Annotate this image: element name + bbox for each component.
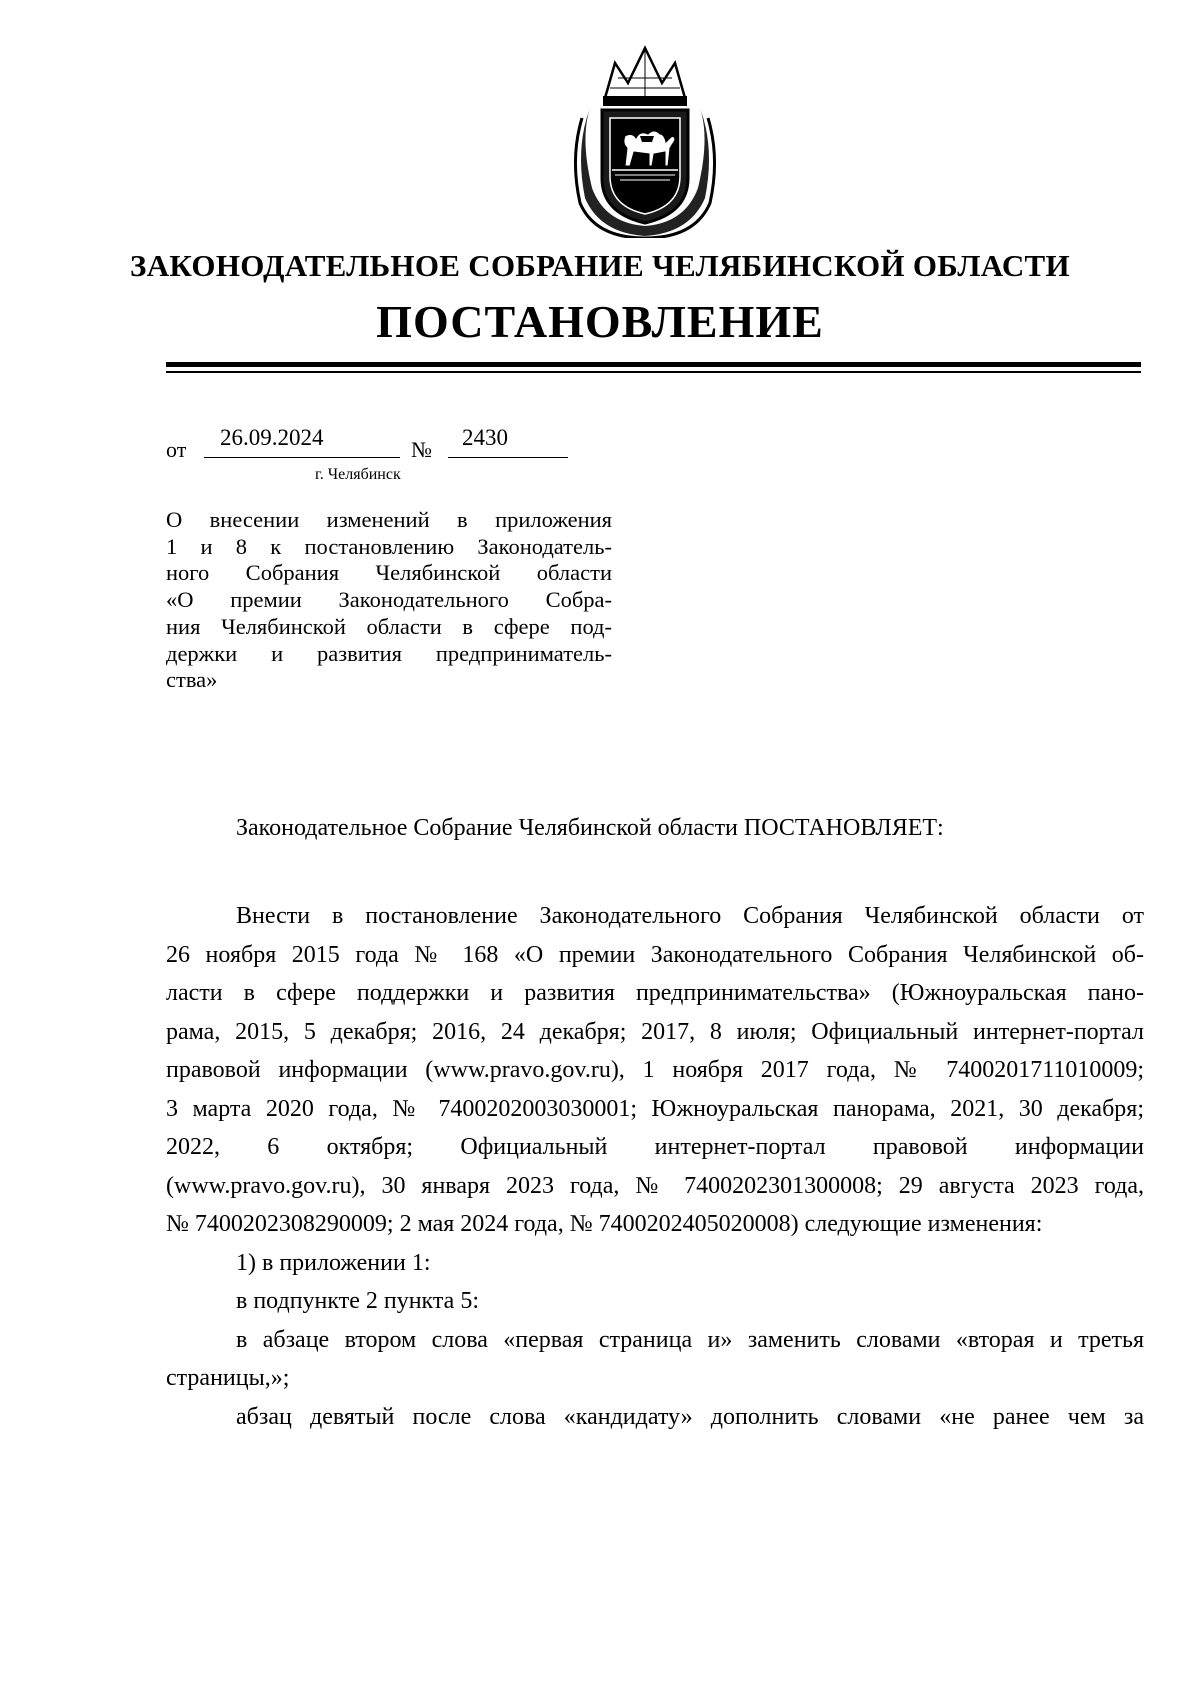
body-line: 2022, 6 октября; Официальный интернет-портал правовой информации xyxy=(166,1134,1144,1160)
subject-line: 1 и 8 к постановлению Законодатель- xyxy=(166,533,612,559)
body-line: абзац девятый после слова «кандидату» дополнить словами «не ранее чем за xyxy=(236,1403,1144,1430)
header-rule-thick xyxy=(166,362,1141,367)
header-rule-thin xyxy=(166,371,1141,373)
body-line: (www.pravo.gov.ru), 30 января 2023 года, № 7400202301300008; 29 августа 2023 года, xyxy=(166,1172,1144,1199)
body-line: ласти в сфере поддержки и развития предпринимательства» (Южноуральская пано- xyxy=(166,980,1144,1006)
document-subject xyxy=(166,507,612,694)
document-body xyxy=(166,897,1144,1436)
subitem: в подпункте 2 пункта 5: xyxy=(236,1288,479,1314)
subject-line: ния Челябинской области в сфере под- xyxy=(166,613,612,639)
body-line: 26 ноября 2015 года № 168 «О премии Законодательного Собрания Челябинской об- xyxy=(166,941,1144,968)
number-label: № xyxy=(411,437,432,462)
subject-line: ного Собрания Челябинской области xyxy=(166,560,612,586)
subject-line: держки и развития предприниматель- xyxy=(166,640,612,666)
body-line: в абзаце втором слова «первая страница и» заменить словами «вторая и третья xyxy=(236,1326,1144,1353)
number-underline xyxy=(448,457,568,458)
subject-line: О внесении изменений в приложения xyxy=(166,507,612,532)
body-line: № 7400202308290009; 2 мая 2024 года, № 7400202405020008) следующие изменения: xyxy=(166,1211,1043,1237)
date-underline xyxy=(204,457,400,458)
coat-of-arms-icon xyxy=(570,38,720,238)
date-number-row xyxy=(166,425,586,465)
document-type-title: ПОСТАНОВЛЕНИЕ xyxy=(376,296,824,347)
body-line: рама, 2015, 5 декабря; 2016, 24 декабря; 2017, 8 июля; Официальный интернет-портал xyxy=(166,1018,1144,1045)
preamble: Законодательное Собрание Челябинской области ПОСТАНОВЛЯЕТ: xyxy=(236,815,944,841)
document-number: 2430 xyxy=(462,425,508,450)
from-label: от xyxy=(166,437,187,462)
item-1: 1) в приложении 1: xyxy=(236,1249,431,1276)
organization-title: ЗАКОНОДАТЕЛЬНОЕ СОБРАНИЕ ЧЕЛЯБИНСКОЙ ОБЛАСТИ xyxy=(130,248,1070,283)
body-line: 3 марта 2020 года, № 7400202003030001; Южноуральская панорама, 2021, 30 декабря; xyxy=(166,1095,1144,1122)
body-line: правовой информации (www.pravo.gov.ru), 1 ноября 2017 года, № 7400201711010009; xyxy=(166,1057,1144,1083)
document-date: 26.09.2024 xyxy=(220,425,324,450)
subject-line: «О премии Законодательного Собра- xyxy=(166,587,612,613)
city-label: г. Челябинск xyxy=(315,466,401,483)
body-line: страницы,»; xyxy=(166,1365,290,1391)
subject-line: ства» xyxy=(166,667,218,693)
body-line: Внести в постановление Законодательного Собрания Челябинской области от xyxy=(236,903,1144,929)
